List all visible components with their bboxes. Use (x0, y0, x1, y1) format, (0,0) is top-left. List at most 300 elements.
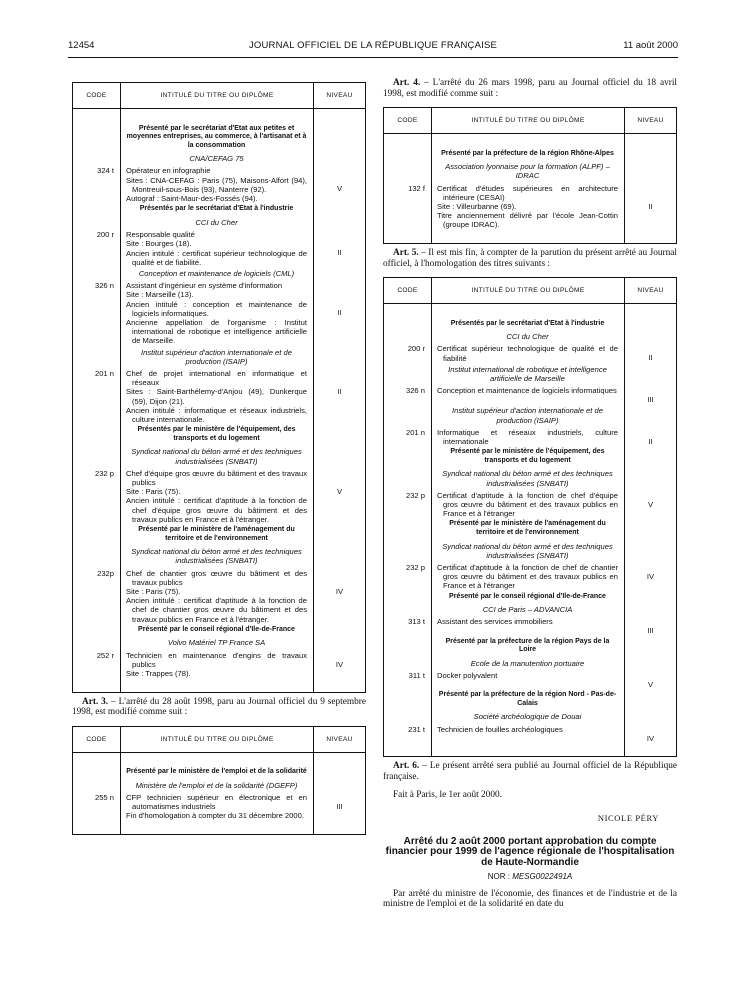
level-cell (625, 563, 677, 591)
level-cell (314, 123, 366, 153)
spacer-cell (625, 230, 677, 244)
level-cell (625, 148, 677, 161)
spacer-cell (384, 304, 432, 318)
title-detail: Fin d'homologation à compter du 31 décembre 2000. (126, 811, 304, 821)
level-cell (314, 651, 366, 679)
title-level: III (647, 626, 654, 636)
code-cell (73, 152, 121, 166)
level-cell (314, 793, 366, 821)
level-cell (625, 467, 677, 490)
title-cell (121, 569, 314, 624)
title-level: III (336, 801, 343, 811)
authority-cell (432, 518, 625, 539)
level-cell (625, 428, 677, 446)
organization-name: CCI de Paris – ADVANCIA (482, 605, 573, 615)
organization-cell (432, 540, 625, 563)
organization-name: CCI du Cher (195, 217, 238, 227)
title-code: 313 t (384, 617, 432, 635)
nor-reference (383, 872, 677, 881)
article-text: – Il est mis fin, à compter de la parution du présent arrêté au Journal officiel, à l'homologation des titres suivants : (383, 248, 677, 269)
code-cell (384, 318, 432, 331)
code-cell (73, 445, 121, 468)
title-cell (121, 651, 314, 679)
column-header-title: INTITULÉ DU TITRE OU DIPLÔME (432, 108, 625, 134)
spacer-cell (314, 678, 366, 692)
authority-cell (432, 689, 625, 710)
title-code: 326 n (384, 386, 432, 404)
nor-label: NOR : (487, 871, 513, 881)
code-cell (384, 467, 432, 490)
column-header-title: INTITULÉ DU TITRE OU DIPLÔME (121, 726, 314, 752)
title-cell (121, 281, 314, 345)
code-cell (384, 330, 432, 344)
organization-row (73, 779, 366, 793)
spacer-cell (121, 752, 314, 766)
level-cell (314, 624, 366, 637)
table-row (73, 569, 366, 624)
spacer-cell (121, 109, 314, 123)
organization-cell (121, 346, 314, 369)
title-name: Technicien de fouilles archéologiques (437, 724, 563, 734)
column-header-level: NIVEAU (625, 108, 677, 134)
title-detail: Site : Trappes (78). (126, 668, 191, 678)
code-cell (384, 591, 432, 604)
level-cell (314, 766, 366, 779)
title-level: IV (335, 586, 344, 596)
title-name: CFP technicien supérieur en électronique et en automatismes industriels (126, 792, 307, 812)
authority-cell (432, 446, 625, 467)
level-cell (625, 657, 677, 671)
organization-name: Volvo Matériel TP France SA (167, 638, 266, 648)
code-cell (384, 404, 432, 427)
organization-name: Société archéologique de Douai (473, 712, 582, 722)
organization-row (73, 545, 366, 568)
level-cell (314, 636, 366, 650)
title-level: V (336, 184, 343, 194)
organization-row (384, 363, 677, 386)
journal-title: JOURNAL OFFICIEL DE LA RÉPUBLIQUE FRANÇAISE (248, 40, 498, 51)
authority-cell (432, 591, 625, 604)
spacer-cell (314, 109, 366, 123)
title-detail: Site : Paris (75). (126, 586, 181, 596)
title-level: II (648, 353, 653, 363)
authority-heading: Présenté par le ministère de l'aménagement du territoire et de l'environnement (449, 520, 606, 536)
spacer-cell (121, 821, 314, 835)
organization-name: Institut supérieur d'action internationale et de production (ISAIP) (141, 347, 292, 366)
authority-row (384, 591, 677, 604)
code-cell (73, 424, 121, 445)
title-detail: Site : Marseille (13). (126, 290, 194, 300)
level-cell (314, 267, 366, 281)
title-code: 252 r (73, 651, 121, 679)
organization-row (73, 216, 366, 230)
level-cell (314, 346, 366, 369)
table-row (384, 428, 677, 446)
title-code: 232 p (384, 491, 432, 519)
article-5 (383, 248, 677, 269)
title-detail: Site : Paris (75). (126, 487, 181, 497)
title-cell (432, 563, 625, 591)
column-header-code: CODE (384, 108, 432, 134)
column-header-title: INTITULÉ DU TITRE OU DIPLÔME (121, 83, 314, 109)
authority-cell (121, 766, 314, 779)
organization-cell (121, 545, 314, 568)
organization-row (73, 152, 366, 166)
level-cell (314, 203, 366, 216)
level-cell (314, 166, 366, 203)
table-row (384, 491, 677, 519)
organization-row (73, 267, 366, 281)
spacer-cell (384, 230, 432, 244)
code-cell (384, 540, 432, 563)
authority-cell (432, 318, 625, 331)
organization-name: Ecole de la manutention portuaire (470, 658, 585, 668)
level-cell (314, 369, 366, 424)
title-cell (121, 230, 314, 267)
title-detail: Ancien intitulé : certificat d'aptitude à la fonction de chef d'équipe gros œuvre du bâtiment et des travaux publics en France et à l'étranger. (126, 496, 307, 524)
title-detail: Autograf : Saint-Maur-des-Fossés (94). (126, 194, 258, 204)
organization-cell (121, 445, 314, 468)
title-level: III (647, 395, 654, 405)
title-level: II (648, 201, 653, 211)
organization-name: Syndicat national du béton armé et des techniques industrialisées (SNBATI) (442, 541, 613, 560)
title-level: II (337, 248, 342, 258)
signature: NICOLE PÉRY (597, 812, 659, 823)
organization-cell (432, 603, 625, 617)
level-cell (625, 184, 677, 230)
article-text: – Le présent arrêté sera publié au Journal officiel de la République française. (383, 761, 677, 782)
title-code: 231 t (384, 725, 432, 743)
organization-cell (121, 267, 314, 281)
table-row (384, 344, 677, 362)
title-cell (121, 793, 314, 821)
table-row (73, 230, 366, 267)
title-code: 311 t (384, 671, 432, 689)
article-6 (383, 761, 677, 782)
level-cell (625, 636, 677, 657)
spacer-cell (73, 821, 121, 835)
title-level: II (337, 386, 342, 396)
title-detail: Sites : Saint-Barthélemy-d'Anjou (49), Dunkerque (59), Dijon (21). (126, 387, 307, 406)
title-detail: Ancien intitulé : informatique et réseaux industriels, culture internationale. (126, 405, 307, 424)
authority-heading: Présenté par le conseil régional d'Ile-de-France (449, 592, 606, 600)
level-cell (625, 725, 677, 743)
title-name: Chef de projet international en informatique et réseaux (126, 368, 307, 388)
authority-cell (121, 123, 314, 153)
spacer-cell (384, 743, 432, 757)
authority-row (384, 446, 677, 467)
level-cell (314, 445, 366, 468)
right-column (383, 78, 677, 918)
homologation-table-art4 (383, 107, 677, 244)
organization-name: Syndicat national du béton armé et des techniques industrialisées (SNBATI) (442, 469, 613, 488)
title-code: 326 n (73, 281, 121, 345)
article-label: Art. 3. (82, 696, 109, 707)
organization-cell (121, 779, 314, 793)
title-name: Certificat d'aptitude à la fonction de chef de chantier gros œuvre du bâtiment et des travaux publics en France et à l'étranger (437, 562, 618, 591)
organization-name: Institut international de robotique et intelligence artificielle de Marseille (448, 364, 607, 383)
table-spacer (384, 304, 677, 318)
level-cell (625, 160, 677, 183)
title-code: 324 t (73, 166, 121, 203)
page-header (68, 40, 678, 54)
authority-heading: Présentés par le secrétariat d'Etat à l'industrie (450, 319, 605, 327)
code-cell (384, 657, 432, 671)
level-cell (625, 591, 677, 604)
table-row (384, 671, 677, 689)
code-cell (73, 267, 121, 281)
title-name: Certificat d'aptitude à la fonction de chef d'équipe gros œuvre du bâtiment et des travaux publics en France et à l'étranger (437, 490, 618, 519)
title-level: V (647, 679, 654, 689)
code-cell (384, 446, 432, 467)
title-name: Assistant des services immobiliers (437, 617, 553, 627)
title-detail: Sites : CNA-CEFAG : Paris (75), Maisons-Alfort (94), Montreuil-sous-Bois (93), Nanterre (92). (126, 175, 307, 194)
level-cell (625, 617, 677, 635)
table-row (384, 617, 677, 635)
article-3 (72, 697, 366, 718)
title-cell (432, 725, 625, 743)
organization-row (73, 445, 366, 468)
spacer-cell (625, 304, 677, 318)
code-cell (384, 518, 432, 539)
spacer-cell (121, 678, 314, 692)
authority-row (384, 148, 677, 161)
homologation-table-main (72, 82, 366, 693)
organization-row (73, 636, 366, 650)
level-cell (314, 281, 366, 345)
level-cell (625, 318, 677, 331)
title-code: 201 n (73, 369, 121, 424)
code-cell (73, 636, 121, 650)
organization-cell (432, 160, 625, 183)
decree-intro: Par arrêté du ministre de l'économie, des finances et de l'industrie et de la ministre de l'emploi et de la solidarité en date du (383, 888, 677, 910)
code-cell (384, 363, 432, 386)
table-row (73, 469, 366, 524)
level-cell (625, 386, 677, 404)
header-rule (68, 57, 678, 58)
spacer-cell (432, 743, 625, 757)
title-code: 201 n (384, 428, 432, 446)
code-cell (384, 603, 432, 617)
title-name: Docker polyvalent (437, 670, 498, 680)
organization-name: Ministère de l'emploi et de la solidarité (DGEFP) (135, 780, 298, 790)
level-cell (314, 545, 366, 568)
spacer-cell (314, 821, 366, 835)
title-code: 200 r (384, 344, 432, 362)
level-cell (314, 469, 366, 524)
article-text: – L'arrêté du 26 mars 1998, paru au Journal officiel du 18 avril 1998, est modifié comme suit : (383, 78, 677, 99)
title-name: Technicien en maintenance d'engins de travaux publics (126, 650, 307, 669)
organization-cell (121, 216, 314, 230)
title-name: Certificat d'études supérieures en architecture intérieure (CESAI) (437, 183, 618, 202)
code-cell (73, 545, 121, 568)
organization-cell (121, 152, 314, 166)
decree-title: Arrêté du 2 août 2000 portant approbation du compte financier pour 1999 de l'agence régionale de l'hospitalisation de Haute-Normandie (385, 835, 675, 868)
organization-name: Association lyonnaise pour la formation (ALPF) – IDRAC (445, 162, 610, 181)
code-cell (73, 123, 121, 153)
code-cell (384, 710, 432, 724)
code-cell (73, 216, 121, 230)
organization-cell (432, 404, 625, 427)
level-cell (314, 216, 366, 230)
authority-heading: Présentés par le ministère de l'équipement, des transports et du logement (137, 426, 296, 442)
column-header-level: NIVEAU (625, 278, 677, 304)
title-cell (432, 184, 625, 230)
title-cell (432, 344, 625, 362)
authority-row (384, 318, 677, 331)
organization-cell (432, 363, 625, 386)
authority-heading: Présenté par le ministère de l'équipement, des transports et du logement (450, 448, 605, 464)
code-cell (73, 779, 121, 793)
organization-row (384, 710, 677, 724)
column-header-level: NIVEAU (314, 726, 366, 752)
organization-row (384, 467, 677, 490)
homologation-table-art5 (383, 277, 677, 757)
authority-heading: Présenté par la préfecture de la région Nord - Pas-de-Calais (438, 691, 617, 707)
spacer-cell (384, 134, 432, 148)
authority-row (384, 518, 677, 539)
organization-cell (432, 657, 625, 671)
organization-row (384, 657, 677, 671)
table-row (384, 184, 677, 230)
spacer-cell (314, 752, 366, 766)
authority-heading: Présenté par le secrétariat d'Etat aux petites et moyennes entreprises, au commerce, à l'artisanat et à la consommation (126, 124, 307, 149)
organization-name: Syndicat national du béton armé et des techniques industrialisées (SNBATI) (131, 547, 302, 566)
spacer-cell (432, 230, 625, 244)
code-cell (384, 160, 432, 183)
title-cell (121, 369, 314, 424)
authority-row (73, 123, 366, 153)
title-level: IV (335, 659, 344, 669)
organization-name: Institut supérieur d'action internationale et de production (ISAIP) (452, 406, 603, 425)
column-header-title: INTITULÉ DU TITRE OU DIPLÔME (432, 278, 625, 304)
title-name: Opérateur en infographie (126, 166, 211, 176)
code-cell (384, 636, 432, 657)
homologation-table-art3 (72, 726, 366, 835)
authority-row (73, 524, 366, 545)
title-cell (432, 491, 625, 519)
level-cell (625, 446, 677, 467)
organization-cell (432, 330, 625, 344)
table-spacer (73, 821, 366, 835)
title-detail: Site : Bourges (18). (126, 239, 192, 249)
title-name: Responsable qualité (126, 230, 195, 240)
authority-row (73, 624, 366, 637)
authority-row (73, 424, 366, 445)
title-name: Assistant d'ingénieur en système d'information (126, 281, 283, 291)
authority-heading: Présenté par le ministère de l'aménagement du territoire et de l'environnement (138, 525, 295, 542)
level-cell (314, 569, 366, 624)
spacer-cell (73, 752, 121, 766)
title-detail: Ancienne appellation de l'organisme : Institut international de robotique et intelligence artificielle de Marseille. (126, 317, 307, 346)
table-spacer (73, 752, 366, 766)
table-row (73, 793, 366, 821)
spacer-cell (73, 678, 121, 692)
table-row (384, 563, 677, 591)
organization-row (73, 346, 366, 369)
column-header-code: CODE (73, 726, 121, 752)
authority-cell (121, 624, 314, 637)
level-cell (625, 540, 677, 563)
organization-name: Syndicat national du béton armé et des techniques industrialisées (SNBATI) (131, 447, 302, 466)
authority-heading: Présenté par la préfecture de la région Rhône-Alpes (441, 149, 614, 157)
level-cell (314, 152, 366, 166)
organization-row (384, 603, 677, 617)
level-cell (314, 230, 366, 267)
column-header-code: CODE (384, 278, 432, 304)
level-cell (314, 524, 366, 545)
level-cell (625, 671, 677, 689)
level-cell (625, 330, 677, 344)
title-detail: Ancien intitulé : certificat d'aptitude à la fonction de chef de chantier gros œuvre du bâtiment et des travaux publics en France et à l'étranger. (126, 596, 307, 624)
spacer-cell (625, 743, 677, 757)
table-row (73, 281, 366, 345)
authority-cell (432, 636, 625, 657)
article-label: Art. 4. (393, 78, 421, 88)
title-cell (121, 469, 314, 524)
authority-cell (121, 524, 314, 545)
spacer-cell (432, 304, 625, 318)
table-row (384, 725, 677, 743)
code-cell (73, 624, 121, 637)
authority-heading: Présenté par le conseil régional d'Ile-de-France (138, 625, 295, 633)
table-row (73, 166, 366, 203)
authority-row (384, 636, 677, 657)
left-column (72, 82, 366, 835)
authority-row (73, 766, 366, 779)
level-cell (625, 363, 677, 386)
title-cell (432, 617, 625, 635)
level-cell (625, 491, 677, 519)
title-name: Conception et maintenance de logiciels informatiques (437, 386, 617, 396)
place-and-date: Fait à Paris, le 1er août 2000. (393, 790, 502, 801)
organization-name: Conception et maintenance de logiciels (CML) (138, 268, 295, 278)
code-cell (73, 766, 121, 779)
authority-heading: Présenté par le ministère de l'emploi et de la solidarité (126, 768, 307, 776)
table-spacer (73, 678, 366, 692)
title-cell (432, 671, 625, 689)
article-label: Art. 5. (393, 248, 419, 259)
organization-cell (432, 467, 625, 490)
organization-row (384, 330, 677, 344)
code-cell (384, 148, 432, 161)
title-code: 232 p (73, 469, 121, 524)
article-4 (383, 78, 677, 99)
title-name: Certificat supérieur technologique de qualité et de fiabilité (437, 344, 618, 363)
table-spacer (384, 230, 677, 244)
table-spacer (384, 134, 677, 148)
authority-heading: Présenté par la préfecture de la région Pays de la Loire (445, 637, 610, 654)
article-text: – L'arrêté du 28 août 1998, paru au Journal officiel du 9 septembre 1998, est modifié comme suit : (72, 696, 366, 718)
title-code: 255 n (73, 793, 121, 821)
title-code: 132 f (384, 184, 432, 230)
title-level: IV (646, 733, 655, 743)
spacer-cell (432, 134, 625, 148)
title-cell (121, 166, 314, 203)
title-cell (432, 386, 625, 404)
article-label: Art. 6. (393, 761, 420, 772)
authority-cell (121, 424, 314, 445)
title-code: 200 r (73, 230, 121, 267)
level-cell (625, 404, 677, 427)
page-number: 12454 (68, 40, 95, 51)
level-cell (625, 344, 677, 362)
organization-name: CCI du Cher (506, 332, 549, 342)
level-cell (625, 689, 677, 710)
title-detail: Site : Villeurbanne (69). (437, 201, 517, 211)
organization-cell (432, 710, 625, 724)
title-detail: Titre anciennement délivré par l'école Jean-Cottin (groupe IDRAC). (437, 211, 618, 230)
